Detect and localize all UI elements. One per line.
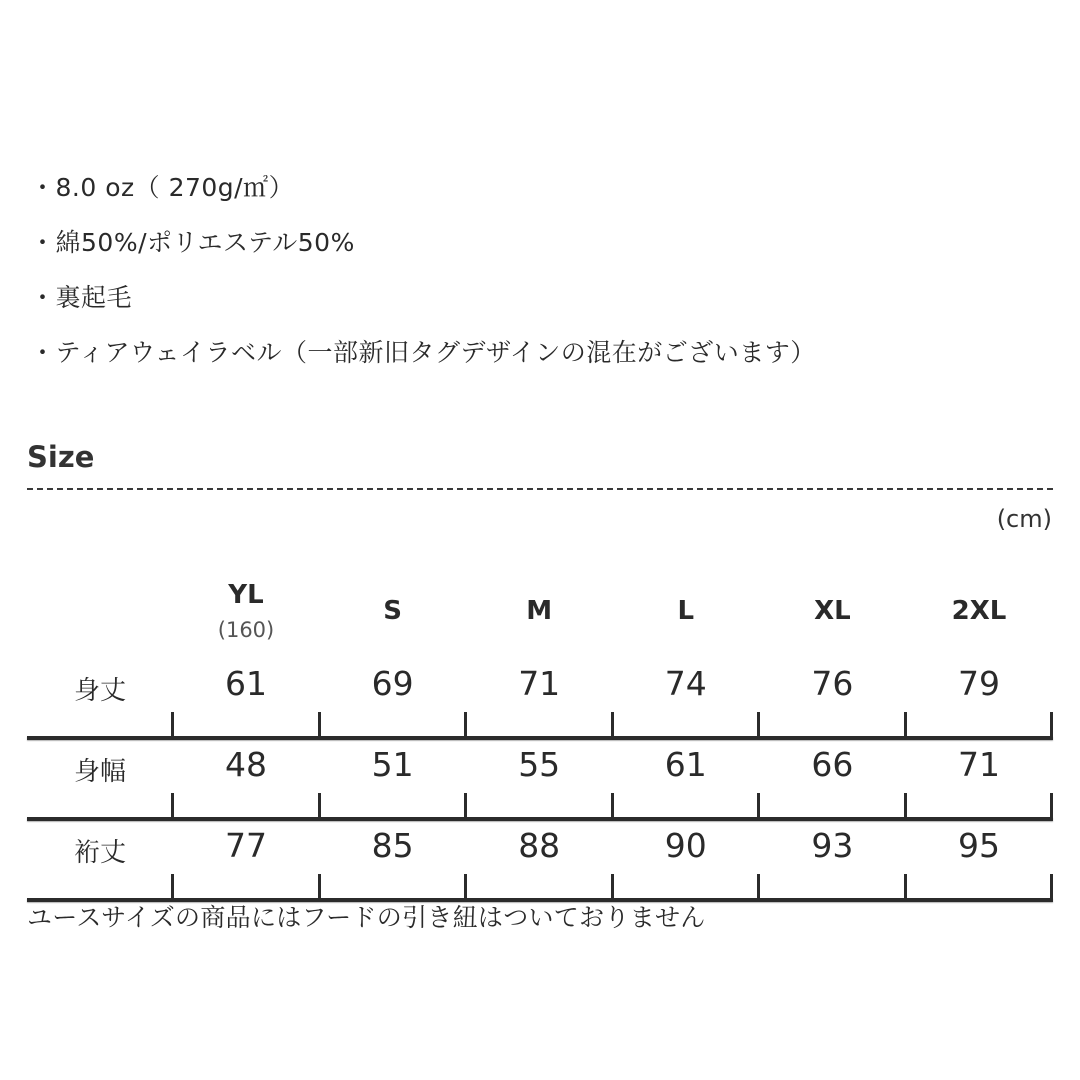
unit-label: (cm) <box>996 505 1052 533</box>
footnote: ユースサイズの商品にはフードの引き紐はついておりません <box>27 903 706 932</box>
table-cell: 69 <box>371 664 414 703</box>
row-tick <box>904 793 907 821</box>
table-cell: 61 <box>664 745 707 784</box>
spec-item-weight: ・ 8.0 oz（ 270g/㎡） <box>30 168 816 223</box>
table-cell: 61 <box>225 664 267 703</box>
row-tick <box>757 712 760 740</box>
row-label: 身丈 <box>73 676 126 706</box>
table-row <box>27 822 1053 902</box>
table-cell: 93 <box>811 826 854 865</box>
column-subheader: (160) <box>217 618 275 642</box>
column-header: 2XL <box>951 596 1007 626</box>
dashed-divider <box>27 488 1053 490</box>
spec-item-label: ・ ティアウェイラベル（一部新旧タグデザインの混在がございます） <box>30 333 816 388</box>
table-cell: 90 <box>664 826 707 865</box>
row-tick <box>318 712 321 740</box>
table-cell: 48 <box>225 745 267 784</box>
table-cell: 95 <box>958 826 1000 865</box>
row-label: 裄丈 <box>73 838 126 868</box>
table-cell: 85 <box>371 826 414 865</box>
row-tick <box>318 793 321 821</box>
spec-item-material: ・ 綿50%/ポリエステル50% <box>30 223 816 278</box>
table-cell: 71 <box>958 745 1000 784</box>
row-baseline <box>27 817 1053 821</box>
column-header: XL <box>814 596 851 626</box>
row-tick <box>171 793 174 821</box>
table-cell: 66 <box>811 745 854 784</box>
row-label: 身幅 <box>73 757 126 787</box>
column-header: M <box>526 596 553 626</box>
row-tick <box>1050 793 1053 821</box>
table-cell: 88 <box>518 826 561 865</box>
row-tick <box>757 793 760 821</box>
table-cell: 77 <box>225 826 267 865</box>
row-tick <box>464 712 467 740</box>
row-tick <box>904 712 907 740</box>
row-tick <box>757 874 760 902</box>
table-cell: 51 <box>371 745 414 784</box>
row-baseline <box>27 736 1053 740</box>
spec-list <box>30 168 816 388</box>
table-cell: 71 <box>518 664 561 703</box>
row-tick <box>611 793 614 821</box>
row-tick <box>904 874 907 902</box>
table-cell: 55 <box>518 745 561 784</box>
row-tick <box>464 793 467 821</box>
row-tick <box>171 712 174 740</box>
table-row <box>27 741 1053 821</box>
table-cell: 79 <box>958 664 1000 703</box>
row-tick <box>611 712 614 740</box>
table-row <box>27 660 1053 740</box>
table-cell: 74 <box>664 664 707 703</box>
spec-item-fleece: ・ 裏起毛 <box>30 278 816 333</box>
column-header: YL <box>228 580 264 610</box>
column-header: L <box>677 596 695 626</box>
row-tick <box>1050 712 1053 740</box>
column-header: S <box>383 596 402 626</box>
row-tick <box>1050 874 1053 902</box>
size-heading: Size <box>27 440 95 474</box>
table-cell: 76 <box>811 664 854 703</box>
